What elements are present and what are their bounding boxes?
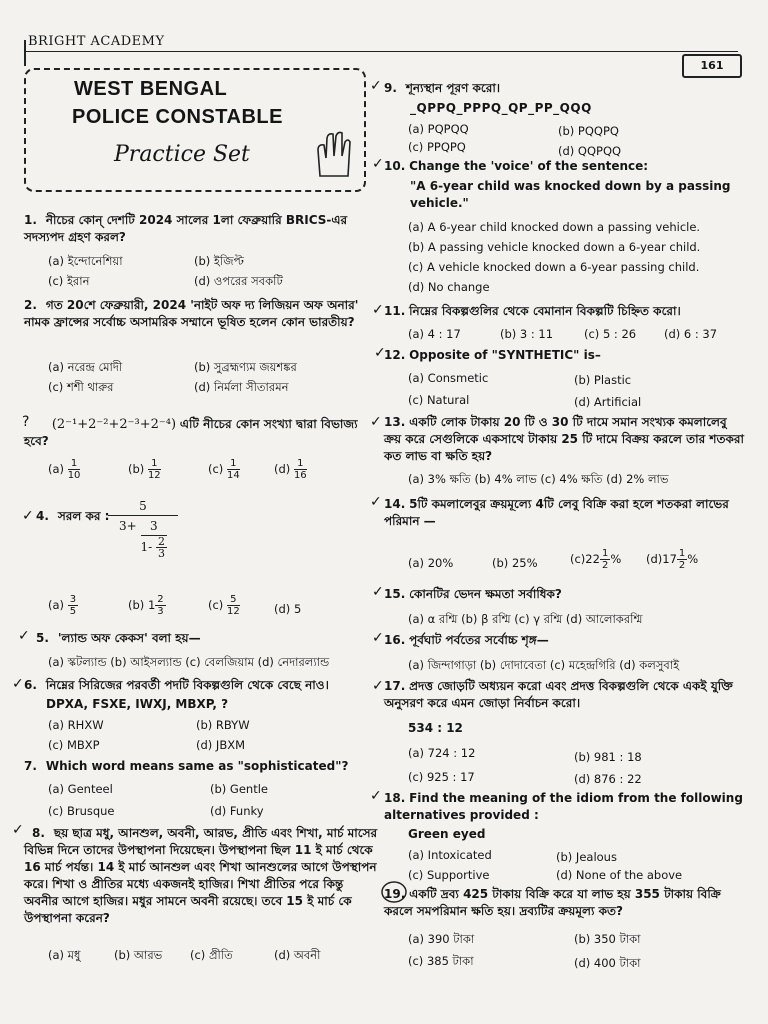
question-text: 'ল্যান্ড অফ কেকস' বলা হয়— <box>57 631 201 645</box>
denominator: 5 <box>69 606 77 617</box>
question-18-idiom: Green eyed <box>408 827 486 841</box>
option-d[interactable] <box>274 600 301 618</box>
option-c[interactable]: (c) MBXP <box>48 738 100 752</box>
option-d[interactable]: (d) অবনী <box>274 948 321 962</box>
tick-mark: ✓ <box>370 414 382 430</box>
question-18-options <box>384 846 746 886</box>
option-a[interactable]: (a) A 6-year child knocked down a passing vehicle. <box>408 220 701 234</box>
option-c[interactable] <box>208 458 240 481</box>
tick-mark: ✓ <box>22 508 34 524</box>
tick-mark: ✓ <box>372 678 384 694</box>
title-line-2: POLICE CONSTABLE <box>72 106 283 128</box>
question-12-options <box>384 369 746 409</box>
question-text: প্রদত্ত জোড়টি অধ্যয়ন করো এবং প্রদত্ত বিকল্পগুলি থেকে একই যুক্তি অনুসরণ করে এমন জোড়া নির্বাচন করো। <box>384 679 733 710</box>
question-text: সরল কর : <box>57 509 110 523</box>
option-label: (b) <box>128 462 145 476</box>
outer-numerator: 5 <box>108 498 178 516</box>
option-value: 25% <box>511 556 538 570</box>
hand-icon <box>312 128 354 178</box>
question-1-options <box>24 252 380 292</box>
option-b[interactable]: (b) Jealous <box>556 850 617 864</box>
option-b[interactable]: (b) Plastic <box>574 373 632 387</box>
title-subtitle: Practice Set <box>114 142 250 167</box>
header-left-bar <box>24 40 26 66</box>
option-c[interactable]: (c) শশী থারুর <box>48 380 114 394</box>
question-text: নিম্নের সিরিজের পরবর্তী পদটি বিকল্পগুলি থেকে বেছে নাও। <box>45 678 329 692</box>
question-10-options <box>384 218 746 298</box>
numerator: 1 <box>68 458 81 470</box>
exponent-expression: (2⁻¹+2⁻²+2⁻³+2⁻⁴) <box>51 417 177 432</box>
question-19 <box>384 886 746 920</box>
question-4 <box>24 499 380 574</box>
question-7-options <box>24 780 380 820</box>
question-number: 4. <box>36 509 49 523</box>
numerator: 1 <box>294 458 307 470</box>
question-text: ছয় ছাত্র মধু, আনশুল, অবনী, আরভ, প্রীতি এবং শিখা, মার্চ মাসের বিভিন্ন দিনে তাদের উপস্থাপনা দিয়েছেন। উপস্থাপনা ছিল 11 ই মার্চ থেকে 16 মার্চ পর্যন্ত। 14 ই মার্চ আনশুল এবং শিখা আনশুলের আগে উপস্থাপন করে। শিখা ও প্রীতির মধ্যে একজনই হাজির। শিখা প্রীতির পরে কিন্তু অবনীর আগে হাজির। মধুর সামনে অবনী রয়েছে। তবে 15 ই মার্চ কে উপস্থাপনা করেন? <box>24 826 378 925</box>
denominator: 2 <box>678 560 686 571</box>
option-d[interactable] <box>274 458 307 481</box>
question-number: 10. <box>384 159 406 173</box>
options-inline[interactable]: (a) স্কটল্যান্ড (b) আইসল্যান্ড (c) বেলজিয়াম (d) নেদারল্যান্ড <box>48 655 330 669</box>
question-number: 18. <box>384 791 406 805</box>
outer-denominator-prefix: 3+ <box>118 519 137 533</box>
question-number: 1. <box>24 213 37 227</box>
numerator: 1 <box>601 548 609 559</box>
tick-mark: ✓ <box>372 156 384 172</box>
option-a[interactable]: (a) RHXW <box>48 718 104 732</box>
option-a[interactable]: (a) ইন্দোনেশিয়া <box>48 254 123 268</box>
option-c[interactable]: (c) 925 : 17 <box>408 770 475 784</box>
fraction <box>600 548 610 571</box>
question-11 <box>384 303 746 320</box>
tick-mark: ✓ <box>374 345 386 361</box>
option-d[interactable]: (d) QQPQQ <box>558 144 622 158</box>
option-a[interactable]: (a) 724 : 12 <box>408 746 476 760</box>
question-10-quote: "A 6-year child was knocked down by a passing vehicle." <box>410 179 731 210</box>
question-text: Find the meaning of the idiom from the following alternatives provided : <box>384 791 743 822</box>
complex-fraction <box>108 498 178 559</box>
option-d[interactable]: (d) Funky <box>210 804 264 818</box>
inner-prefix: 1- <box>140 540 153 554</box>
option-label: (c) <box>570 552 586 566</box>
question-number: 17. <box>384 679 406 693</box>
fraction <box>148 458 161 481</box>
denominator: 3 <box>157 606 164 617</box>
question-number: 11. <box>384 304 406 318</box>
question-2-options <box>24 358 380 398</box>
option-a[interactable]: (a) Intoxicated <box>408 848 492 862</box>
option-d[interactable] <box>646 548 698 571</box>
tick-mark: ✓ <box>370 78 382 94</box>
option-b[interactable]: (b) Gentle <box>210 782 268 796</box>
question-number: 9. <box>384 81 397 95</box>
option-label: (c) <box>208 462 224 476</box>
question-text: পূর্বঘাট পর্বতের সর্বোচ্চ শৃঙ্গ— <box>409 633 549 647</box>
option-b[interactable]: (b) 350 টাকা <box>574 932 641 946</box>
option-d[interactable]: (d) Artificial <box>574 395 642 409</box>
option-c[interactable]: (c) A vehicle knocked down a 6-year passing child. <box>408 260 700 274</box>
tick-mark: ✓ <box>18 628 30 644</box>
inner-inner-denominator: 3 <box>158 547 166 560</box>
whole-part: 22 <box>585 552 600 566</box>
question-number: 13. <box>384 415 406 429</box>
page-number: 161 <box>682 54 742 78</box>
question-17-options <box>384 744 746 788</box>
options-inline[interactable]: (a) 3% ক্ষতি (b) 4% লাভ (c) 4% ক্ষতি (d) 2% লাভ <box>408 472 669 486</box>
options-inline[interactable]: (a) α রশ্মি (b) β রশ্মি (c) γ রশ্মি (d) আলোকরশ্মি <box>408 612 643 626</box>
numerator: 2 <box>157 594 164 605</box>
question-number: 8. <box>32 826 45 840</box>
option-b[interactable]: (b) সুব্রহ্মণ্যম জয়শঙ্কর <box>194 360 297 374</box>
question-2 <box>24 297 380 331</box>
whole-part: 17 <box>662 552 677 566</box>
option-d[interactable]: (d) None of the above <box>556 868 683 882</box>
question-12 <box>384 347 746 364</box>
option-a[interactable]: (a) নরেন্দ্র মোদী <box>48 360 123 374</box>
brand-name: BRIGHT ACADEMY <box>28 34 165 49</box>
title-line-1: WEST BENGAL <box>74 78 228 100</box>
numerator: 1 <box>227 458 240 470</box>
question-9-options <box>384 120 746 160</box>
option-a[interactable] <box>48 458 80 481</box>
tick-mark: ✓ <box>12 822 24 838</box>
tick-mark: ✓ <box>372 302 384 318</box>
denominator: 16 <box>293 470 307 481</box>
fraction <box>155 594 165 617</box>
question-text: Opposite of "SYNTHETIC" is– <box>409 348 601 362</box>
option-c[interactable]: (c) 385 টাকা <box>408 954 474 968</box>
option-label: (d) <box>274 602 291 616</box>
tick-mark: ✓ <box>372 630 384 646</box>
option-b[interactable]: (b) A passing vehicle knocked down a 6-year child. <box>408 240 701 254</box>
whole-part: 1 <box>147 598 156 612</box>
fraction <box>227 458 240 481</box>
question-7 <box>24 758 380 775</box>
option-b[interactable] <box>128 458 161 481</box>
question-number: 6. <box>24 678 37 692</box>
option-b[interactable]: (b) 3 : 11 <box>500 327 554 341</box>
fraction <box>68 458 81 481</box>
option-label: (b) <box>128 598 145 612</box>
handwritten-question-mark: ? <box>22 414 30 430</box>
option-a[interactable]: (a) PQPQQ <box>408 122 469 136</box>
option-c[interactable]: (c) Supportive <box>408 868 490 882</box>
option-c[interactable]: (c) প্রীতি <box>190 948 233 962</box>
question-17 <box>384 678 746 712</box>
option-label: (a) <box>48 598 65 612</box>
option-a[interactable]: (a) Genteel <box>48 782 113 796</box>
question-number: 2. <box>24 298 37 312</box>
fraction <box>677 548 687 571</box>
question-text: 5টি কমলালেবুর ক্রয়মূল্যে 4টি লেবু বিক্রি করা হলে শতকরা লাভের পরিমান — <box>384 497 729 528</box>
option-d[interactable]: (d) 876 : 22 <box>574 772 642 786</box>
question-3-options <box>24 452 380 488</box>
question-6 <box>24 677 380 694</box>
question-6-series: DPXA, FSXE, IWXJ, MBXP, ? <box>46 697 229 711</box>
option-label: (b) <box>492 556 509 570</box>
question-9 <box>384 80 746 97</box>
question-text: নিম্নের বিকল্পগুলির থেকে বেমানান বিকল্পটি চিহ্নিত করো। <box>409 304 681 318</box>
denominator: 14 <box>226 470 240 481</box>
question-number: 7. <box>24 759 37 773</box>
question-text: কোনটির ভেদন ক্ষমতা সর্বাধিক? <box>409 587 562 601</box>
option-value: 5 <box>293 602 302 616</box>
question-text: শূন্যস্থান পূরণ করো। <box>405 81 501 95</box>
tick-mark: ✓ <box>12 676 24 692</box>
option-d[interactable]: (d) JBXM <box>196 738 246 752</box>
option-d[interactable]: (d) ওপরের সবকটি <box>194 274 283 288</box>
question-5 <box>24 630 380 647</box>
question-text: Which word means same as "sophisticated"? <box>45 759 349 773</box>
percent-sign: % <box>687 552 699 566</box>
option-label: (a) <box>48 462 65 476</box>
question-number: 14. <box>384 497 406 511</box>
option-a[interactable] <box>408 554 453 572</box>
option-d[interactable]: (d) No change <box>408 280 490 294</box>
question-text: একটি লোক টাকায় 20 টি ও 30 টি দামে সমান সংখ্যক কমলালেবু ক্রয় করে সেগুলিকে একসাথে টাকায় 25 টি দামে বিক্রয় করলে তার শতকরা কত লাভ বা ক্ষতি হয়? <box>384 415 744 463</box>
fraction <box>68 594 78 617</box>
header-rule <box>24 51 738 52</box>
option-d[interactable]: (d) নির্মলা সীতারমন <box>194 380 289 394</box>
option-d[interactable]: (d) 6 : 37 <box>664 327 718 341</box>
numerator: 1 <box>148 458 161 470</box>
question-13 <box>384 414 746 465</box>
question-text: গত 20শে ফেব্রুয়ারী, 2024 'নাইট অফ দ্য লিজিয়ন অফ অনার' নামক ফ্রান্সের সর্বোচ্চ অসামরিক সম্মানে ভূষিত হলেন কোন ভারতীয়? <box>24 298 359 329</box>
numerator: 3 <box>69 594 77 605</box>
options-inline[interactable]: (a) জিন্দাগাড়া (b) দোদাবেতা (c) মহেন্দ্রগিরি (d) কলসুবাই <box>408 658 680 672</box>
option-label: (a) <box>408 556 425 570</box>
question-1 <box>24 212 380 246</box>
tick-mark: ✓ <box>372 584 384 600</box>
inner-inner-numerator: 2 <box>158 535 166 548</box>
question-number: 5. <box>36 631 49 645</box>
question-text: একটি দ্রব্য 425 টাকায় বিক্রি করে যা লাভ হয় 355 টাকায় বিক্রি করলে সমপরিমান ক্ষতি হয়। দ্রব্যটির ক্রয়মূল্য কত? <box>384 887 721 918</box>
title-box <box>24 68 366 192</box>
question-number: 19. <box>384 887 406 901</box>
option-d[interactable]: (d) 400 টাকা <box>574 956 641 970</box>
option-a[interactable]: (a) মধু <box>48 948 81 962</box>
option-b[interactable]: (b) PQQPQ <box>558 124 619 138</box>
question-text: নীচের কোন্ দেশটি 2024 সালের 1লা ফেব্রুয়ারি BRICS-এর সদস্যপদ গ্রহণ করল? <box>24 213 348 244</box>
question-6-options <box>24 716 380 756</box>
option-c[interactable] <box>208 594 240 617</box>
option-c[interactable]: (c) 5 : 26 <box>584 327 637 341</box>
question-15 <box>384 586 746 603</box>
option-c[interactable]: (c) Brusque <box>48 804 115 818</box>
denominator: 12 <box>147 470 161 481</box>
inner-numerator: 3 <box>141 518 168 536</box>
option-b[interactable]: (b) RBYW <box>196 718 250 732</box>
option-a[interactable]: (a) 4 : 17 <box>408 327 461 341</box>
option-label: (c) <box>208 598 224 612</box>
question-10 <box>384 158 746 175</box>
option-a[interactable]: (a) 390 টাকা <box>408 932 475 946</box>
question-14 <box>384 496 746 530</box>
percent-sign: % <box>610 552 622 566</box>
fraction <box>227 594 240 617</box>
option-a[interactable]: (a) Consmetic <box>408 371 489 385</box>
option-b[interactable]: (b) ইজিপ্ট <box>194 254 244 268</box>
question-text: এটি নীচের কোন সংখ্যা দ্বারা বিভাজ্য হবে? <box>24 417 358 448</box>
numerator: 1 <box>678 548 686 559</box>
option-c[interactable]: (c) Natural <box>408 393 470 407</box>
option-c[interactable]: (c) PPQPQ <box>408 140 466 154</box>
option-b[interactable]: (b) আরভ <box>114 948 163 962</box>
numerator: 5 <box>227 594 240 606</box>
question-4-options <box>24 588 380 624</box>
question-3 <box>24 416 380 450</box>
question-16 <box>384 632 746 649</box>
question-8-options <box>24 946 380 966</box>
fraction <box>294 458 307 481</box>
option-c[interactable]: (c) ইরান <box>48 274 90 288</box>
option-a[interactable] <box>48 594 78 617</box>
option-label: (d) <box>274 462 291 476</box>
option-label: (d) <box>646 552 663 566</box>
option-b[interactable] <box>128 594 166 617</box>
question-number: 15. <box>384 587 406 601</box>
option-b[interactable] <box>492 554 538 572</box>
question-19-options <box>384 930 746 974</box>
question-8 <box>24 825 380 927</box>
denominator: 10 <box>67 470 81 481</box>
tick-mark: ✓ <box>370 494 382 510</box>
option-value: 20% <box>427 556 454 570</box>
question-18 <box>384 790 746 824</box>
denominator: 2 <box>601 560 609 571</box>
question-number: 16. <box>384 633 406 647</box>
question-14-options <box>384 548 746 580</box>
question-text: Change the 'voice' of the sentence: <box>409 159 649 173</box>
question-9-series: _QPPQ_PPPQ_QP_PP_QQQ <box>410 101 592 115</box>
denominator: 12 <box>226 606 240 617</box>
question-17-pair: 534 : 12 <box>408 721 463 735</box>
question-11-options <box>384 325 746 345</box>
option-b[interactable]: (b) 981 : 18 <box>574 750 642 764</box>
option-c[interactable] <box>570 548 621 571</box>
question-number: 12. <box>384 348 406 362</box>
tick-mark: ✓ <box>370 788 382 804</box>
